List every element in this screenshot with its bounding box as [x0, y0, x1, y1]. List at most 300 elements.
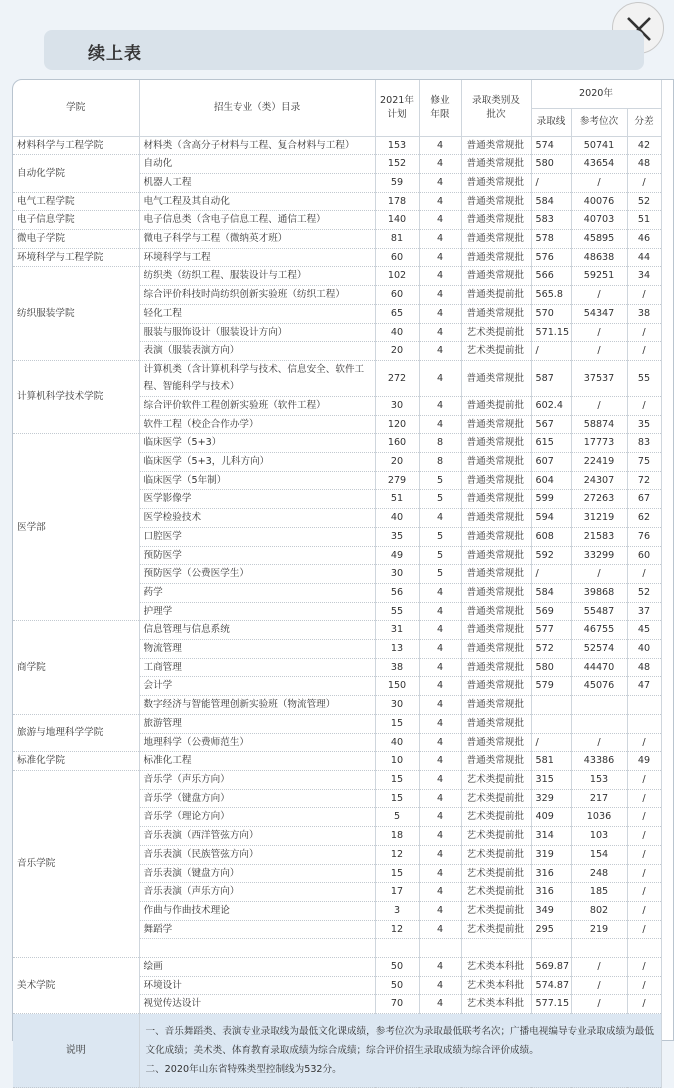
- line-cell: 566: [531, 267, 571, 286]
- header-plan: 2021年计划: [375, 80, 419, 136]
- major-cell: 综合评价科技时尚纺织创新实验班（纺织工程）: [139, 286, 375, 305]
- diff-cell: 72: [627, 471, 661, 490]
- admission-table-card: [12, 79, 674, 1076]
- line-cell: 607: [531, 453, 571, 472]
- batch-cell: 普通类常规批: [461, 602, 531, 621]
- major-cell: 护理学: [139, 602, 375, 621]
- rank-cell: 1036: [571, 808, 627, 827]
- major-cell: 环境设计: [139, 976, 375, 995]
- college-cell: 商学院: [13, 621, 139, 715]
- college-cell: 标准化学院: [13, 752, 139, 771]
- plan-cell: 272: [375, 360, 419, 396]
- plan-cell: 35: [375, 527, 419, 546]
- section-header: [44, 30, 644, 70]
- years-cell: 4: [419, 155, 461, 174]
- plan-cell: 12: [375, 845, 419, 864]
- major-cell: 计算机类（含计算机科学与技术、信息安全、软件工程、智能科学与技术）: [139, 360, 375, 396]
- major-cell: 舞蹈学: [139, 920, 375, 939]
- diff-cell: [627, 714, 661, 733]
- header-rank: 参考位次: [571, 108, 627, 136]
- years-cell: 4: [419, 827, 461, 846]
- rank-cell: /: [571, 342, 627, 361]
- plan-cell: 50: [375, 976, 419, 995]
- major-cell: 音乐表演（键盘方向）: [139, 864, 375, 883]
- years-cell: 4: [419, 304, 461, 323]
- plan-cell: 70: [375, 995, 419, 1014]
- rank-cell: 103: [571, 827, 627, 846]
- diff-cell: /: [627, 827, 661, 846]
- major-cell: 纺织类（纺织工程、服装设计与工程）: [139, 267, 375, 286]
- rank-cell: 154: [571, 845, 627, 864]
- plan-cell: 20: [375, 453, 419, 472]
- college-cell: 电气工程学院: [13, 192, 139, 211]
- major-cell: 自动化: [139, 155, 375, 174]
- diff-cell: /: [627, 958, 661, 977]
- plan-cell: 55: [375, 602, 419, 621]
- diff-cell: 38: [627, 304, 661, 323]
- college-cell: 医学部: [13, 434, 139, 621]
- line-cell: 581: [531, 752, 571, 771]
- table-row: [13, 714, 661, 733]
- rank-cell: 802: [571, 901, 627, 920]
- years-cell: 4: [419, 864, 461, 883]
- line-cell: 580: [531, 155, 571, 174]
- diff-cell: 60: [627, 546, 661, 565]
- major-cell: [139, 939, 375, 958]
- line-cell: [531, 696, 571, 715]
- plan-cell: 15: [375, 864, 419, 883]
- header-batch: 录取类别及批次: [461, 80, 531, 136]
- rank-cell: 43654: [571, 155, 627, 174]
- years-cell: 4: [419, 845, 461, 864]
- batch-cell: 艺术类提前批: [461, 827, 531, 846]
- line-cell: 295: [531, 920, 571, 939]
- years-cell: 4: [419, 342, 461, 361]
- major-cell: 临床医学（5+3）: [139, 434, 375, 453]
- table-row: [13, 230, 661, 249]
- header-years: 修业年限: [419, 80, 461, 136]
- diff-cell: 48: [627, 155, 661, 174]
- major-cell: 综合评价软件工程创新实验班（软件工程）: [139, 396, 375, 415]
- rank-cell: 33299: [571, 546, 627, 565]
- diff-cell: /: [627, 901, 661, 920]
- plan-cell: 40: [375, 733, 419, 752]
- major-cell: 音乐表演（声乐方向）: [139, 883, 375, 902]
- rank-cell: /: [571, 286, 627, 305]
- years-cell: 4: [419, 714, 461, 733]
- table-row: [13, 211, 661, 230]
- rank-cell: 44470: [571, 658, 627, 677]
- rank-cell: /: [571, 396, 627, 415]
- page-title: 续上表: [88, 44, 142, 64]
- batch-cell: 普通类常规批: [461, 136, 531, 155]
- line-cell: 574.87: [531, 976, 571, 995]
- rank-cell: /: [571, 976, 627, 995]
- batch-cell: 普通类常规批: [461, 677, 531, 696]
- major-cell: 工商管理: [139, 658, 375, 677]
- rank-cell: 45076: [571, 677, 627, 696]
- years-cell: 4: [419, 192, 461, 211]
- plan-cell: 81: [375, 230, 419, 249]
- plan-cell: 140: [375, 211, 419, 230]
- line-cell: 567: [531, 415, 571, 434]
- diff-cell: 40: [627, 640, 661, 659]
- plan-cell: 17: [375, 883, 419, 902]
- rank-cell: 217: [571, 789, 627, 808]
- line-cell: 604: [531, 471, 571, 490]
- major-cell: 环境科学与工程: [139, 248, 375, 267]
- line-cell: 572: [531, 640, 571, 659]
- plan-cell: 51: [375, 490, 419, 509]
- table-row: [13, 434, 661, 453]
- table-row: [13, 958, 661, 977]
- line-cell: /: [531, 342, 571, 361]
- plan-cell: 13: [375, 640, 419, 659]
- years-cell: 4: [419, 696, 461, 715]
- batch-cell: 普通类常规批: [461, 155, 531, 174]
- line-cell: 569.87: [531, 958, 571, 977]
- note-line-2: 二、2020年山东省特殊类型控制线为532分。: [145, 1064, 342, 1076]
- plan-cell: 15: [375, 714, 419, 733]
- batch-cell: 普通类常规批: [461, 752, 531, 771]
- diff-cell: /: [627, 396, 661, 415]
- batch-cell: 普通类常规批: [461, 658, 531, 677]
- years-cell: 4: [419, 920, 461, 939]
- rank-cell: 48638: [571, 248, 627, 267]
- batch-cell: 普通类常规批: [461, 621, 531, 640]
- rank-cell: 40703: [571, 211, 627, 230]
- major-cell: 音乐学（键盘方向）: [139, 789, 375, 808]
- diff-cell: /: [627, 173, 661, 192]
- major-cell: 音乐表演（西洋管弦方向）: [139, 827, 375, 846]
- batch-cell: 普通类常规批: [461, 267, 531, 286]
- years-cell: 5: [419, 527, 461, 546]
- plan-cell: 102: [375, 267, 419, 286]
- rank-cell: [571, 696, 627, 715]
- header-major: 招生专业（类）目录: [139, 80, 375, 136]
- table-row: [13, 267, 661, 286]
- years-cell: [419, 939, 461, 958]
- diff-cell: 34: [627, 267, 661, 286]
- major-cell: 微电子科学与工程（微纳英才班）: [139, 230, 375, 249]
- rank-cell: 22419: [571, 453, 627, 472]
- batch-cell: 普通类常规批: [461, 640, 531, 659]
- major-cell: 数字经济与智能管理创新实验班（物流管理）: [139, 696, 375, 715]
- major-cell: 医学检验技术: [139, 509, 375, 528]
- batch-cell: 艺术类本科批: [461, 995, 531, 1014]
- diff-cell: /: [627, 286, 661, 305]
- major-cell: 绘画: [139, 958, 375, 977]
- diff-cell: 83: [627, 434, 661, 453]
- diff-cell: 37: [627, 602, 661, 621]
- line-cell: 571.15: [531, 323, 571, 342]
- plan-cell: 5: [375, 808, 419, 827]
- plan-cell: 18: [375, 827, 419, 846]
- major-cell: 音乐表演（民族管弦方向）: [139, 845, 375, 864]
- line-cell: 329: [531, 789, 571, 808]
- batch-cell: 普通类常规批: [461, 434, 531, 453]
- line-cell: 615: [531, 434, 571, 453]
- years-cell: 4: [419, 752, 461, 771]
- batch-cell: 普通类提前批: [461, 396, 531, 415]
- diff-cell: 52: [627, 583, 661, 602]
- college-cell: 电子信息学院: [13, 211, 139, 230]
- years-cell: 8: [419, 434, 461, 453]
- rank-cell: 54347: [571, 304, 627, 323]
- college-cell: 材料科学与工程学院: [13, 136, 139, 155]
- years-cell: 5: [419, 546, 461, 565]
- diff-cell: 52: [627, 192, 661, 211]
- major-cell: 轻化工程: [139, 304, 375, 323]
- line-cell: 574: [531, 136, 571, 155]
- diff-cell: /: [627, 565, 661, 584]
- line-cell: 569: [531, 602, 571, 621]
- college-cell: 环境科学与工程学院: [13, 248, 139, 267]
- years-cell: 4: [419, 883, 461, 902]
- major-cell: 电子信息类（含电子信息工程、通信工程）: [139, 211, 375, 230]
- plan-cell: 65: [375, 304, 419, 323]
- plan-cell: 31: [375, 621, 419, 640]
- diff-cell: [627, 696, 661, 715]
- years-cell: 4: [419, 415, 461, 434]
- batch-cell: 普通类常规批: [461, 230, 531, 249]
- years-cell: 4: [419, 211, 461, 230]
- rank-cell: /: [571, 323, 627, 342]
- line-cell: 316: [531, 864, 571, 883]
- major-cell: 医学影像学: [139, 490, 375, 509]
- line-cell: 315: [531, 771, 571, 790]
- plan-cell: 178: [375, 192, 419, 211]
- major-cell: 临床医学（5年制）: [139, 471, 375, 490]
- major-cell: 旅游管理: [139, 714, 375, 733]
- rank-cell: 39868: [571, 583, 627, 602]
- major-cell: 会计学: [139, 677, 375, 696]
- line-cell: 319: [531, 845, 571, 864]
- years-cell: 4: [419, 602, 461, 621]
- rank-cell: 248: [571, 864, 627, 883]
- header-college: 学院: [13, 80, 139, 136]
- major-cell: 标准化工程: [139, 752, 375, 771]
- years-cell: 4: [419, 995, 461, 1014]
- rank-cell: 43386: [571, 752, 627, 771]
- diff-cell: 46: [627, 230, 661, 249]
- major-cell: 临床医学（5+3，儿科方向）: [139, 453, 375, 472]
- line-cell: 599: [531, 490, 571, 509]
- line-cell: [531, 939, 571, 958]
- line-cell: 587: [531, 360, 571, 396]
- table-row: [13, 192, 661, 211]
- batch-cell: 普通类常规批: [461, 453, 531, 472]
- college-cell: 微电子学院: [13, 230, 139, 249]
- major-cell: 预防医学: [139, 546, 375, 565]
- years-cell: 4: [419, 173, 461, 192]
- plan-cell: 38: [375, 658, 419, 677]
- plan-cell: 12: [375, 920, 419, 939]
- years-cell: 4: [419, 583, 461, 602]
- line-cell: /: [531, 733, 571, 752]
- diff-cell: /: [627, 808, 661, 827]
- batch-cell: 艺术类提前批: [461, 323, 531, 342]
- rank-cell: 185: [571, 883, 627, 902]
- line-cell: 565.8: [531, 286, 571, 305]
- rank-cell: /: [571, 958, 627, 977]
- batch-cell: 普通类常规批: [461, 248, 531, 267]
- diff-cell: 45: [627, 621, 661, 640]
- plan-cell: 20: [375, 342, 419, 361]
- rank-cell: 153: [571, 771, 627, 790]
- line-cell: 349: [531, 901, 571, 920]
- diff-cell: 42: [627, 136, 661, 155]
- college-cell: 自动化学院: [13, 155, 139, 192]
- rank-cell: 40076: [571, 192, 627, 211]
- batch-cell: 普通类常规批: [461, 509, 531, 528]
- header-line: 录取线: [531, 108, 571, 136]
- rank-cell: 55487: [571, 602, 627, 621]
- batch-cell: 艺术类提前批: [461, 771, 531, 790]
- table-row: [13, 771, 661, 790]
- batch-cell: 艺术类提前批: [461, 864, 531, 883]
- years-cell: 4: [419, 658, 461, 677]
- line-cell: 584: [531, 583, 571, 602]
- major-cell: 材料类（含高分子材料与工程、复合材料与工程）: [139, 136, 375, 155]
- major-cell: 视觉传达设计: [139, 995, 375, 1014]
- diff-cell: /: [627, 995, 661, 1014]
- rank-cell: [571, 714, 627, 733]
- batch-cell: 艺术类提前批: [461, 789, 531, 808]
- years-cell: 4: [419, 958, 461, 977]
- major-cell: 电气工程及其自动化: [139, 192, 375, 211]
- batch-cell: 艺术类提前批: [461, 920, 531, 939]
- batch-cell: 艺术类提前批: [461, 883, 531, 902]
- diff-cell: 67: [627, 490, 661, 509]
- years-cell: 4: [419, 771, 461, 790]
- batch-cell: 普通类常规批: [461, 211, 531, 230]
- diff-cell: 47: [627, 677, 661, 696]
- rank-cell: /: [571, 995, 627, 1014]
- notes-label: 说明: [13, 1014, 139, 1088]
- line-cell: 570: [531, 304, 571, 323]
- rank-cell: 21583: [571, 527, 627, 546]
- diff-cell: /: [627, 323, 661, 342]
- plan-cell: 152: [375, 155, 419, 174]
- plan-cell: 60: [375, 286, 419, 305]
- years-cell: 4: [419, 509, 461, 528]
- rank-cell: 27263: [571, 490, 627, 509]
- major-cell: 表演（服装表演方向）: [139, 342, 375, 361]
- plan-cell: [375, 939, 419, 958]
- batch-cell: 艺术类本科批: [461, 976, 531, 995]
- years-cell: 4: [419, 230, 461, 249]
- diff-cell: /: [627, 789, 661, 808]
- years-cell: 5: [419, 565, 461, 584]
- major-cell: 信息管理与信息系统: [139, 621, 375, 640]
- plan-cell: 3: [375, 901, 419, 920]
- rank-cell: /: [571, 733, 627, 752]
- line-cell: 409: [531, 808, 571, 827]
- rank-cell: 17773: [571, 434, 627, 453]
- diff-cell: /: [627, 733, 661, 752]
- header-diff: 分差: [627, 108, 661, 136]
- plan-cell: 30: [375, 696, 419, 715]
- diff-cell: 35: [627, 415, 661, 434]
- plan-cell: 15: [375, 789, 419, 808]
- years-cell: 5: [419, 471, 461, 490]
- table-row: [13, 360, 661, 396]
- line-cell: 579: [531, 677, 571, 696]
- major-cell: 作曲与作曲技术理论: [139, 901, 375, 920]
- plan-cell: 30: [375, 396, 419, 415]
- batch-cell: [461, 939, 531, 958]
- diff-cell: [627, 939, 661, 958]
- major-cell: 音乐学（理论方向）: [139, 808, 375, 827]
- batch-cell: 普通类常规批: [461, 192, 531, 211]
- rank-cell: 219: [571, 920, 627, 939]
- rank-cell: 31219: [571, 509, 627, 528]
- line-cell: [531, 714, 571, 733]
- years-cell: 4: [419, 286, 461, 305]
- rank-cell: 50741: [571, 136, 627, 155]
- diff-cell: 76: [627, 527, 661, 546]
- line-cell: 314: [531, 827, 571, 846]
- batch-cell: 普通类常规批: [461, 360, 531, 396]
- rank-cell: 59251: [571, 267, 627, 286]
- years-cell: 4: [419, 360, 461, 396]
- major-cell: 口腔医学: [139, 527, 375, 546]
- years-cell: 4: [419, 976, 461, 995]
- college-cell: 音乐学院: [13, 771, 139, 958]
- table-row: [13, 155, 661, 174]
- plan-cell: 15: [375, 771, 419, 790]
- diff-cell: /: [627, 771, 661, 790]
- plan-cell: 30: [375, 565, 419, 584]
- years-cell: 4: [419, 677, 461, 696]
- batch-cell: 普通类常规批: [461, 565, 531, 584]
- batch-cell: 普通类常规批: [461, 714, 531, 733]
- diff-cell: /: [627, 976, 661, 995]
- diff-cell: 48: [627, 658, 661, 677]
- line-cell: 578: [531, 230, 571, 249]
- rank-cell: 46755: [571, 621, 627, 640]
- line-cell: 583: [531, 211, 571, 230]
- major-cell: 药学: [139, 583, 375, 602]
- batch-cell: 普通类提前批: [461, 286, 531, 305]
- diff-cell: /: [627, 342, 661, 361]
- batch-cell: 艺术类提前批: [461, 342, 531, 361]
- batch-cell: 艺术类提前批: [461, 901, 531, 920]
- rank-cell: 45895: [571, 230, 627, 249]
- major-cell: 软件工程（校企合作办学）: [139, 415, 375, 434]
- years-cell: 4: [419, 136, 461, 155]
- rank-cell: /: [571, 173, 627, 192]
- rank-cell: 58874: [571, 415, 627, 434]
- batch-cell: 普通类常规批: [461, 490, 531, 509]
- plan-cell: 40: [375, 323, 419, 342]
- admission-table: [13, 80, 662, 1088]
- major-cell: 机器人工程: [139, 173, 375, 192]
- note-line-1: 一、音乐舞蹈类、表演专业录取线为最低文化课成绩，参考位次为录取最低联考名次；广播电视编导专业录取成绩为最低文化成绩；美术类、体育教育录取成绩为综合成绩；综合评价招生录取成绩为综合评价成绩。: [145, 1026, 654, 1057]
- college-cell: 旅游与地理科学学院: [13, 714, 139, 751]
- batch-cell: 普通类常规批: [461, 173, 531, 192]
- table-row: [13, 248, 661, 267]
- batch-cell: 普通类常规批: [461, 583, 531, 602]
- line-cell: /: [531, 565, 571, 584]
- rank-cell: [571, 939, 627, 958]
- batch-cell: 普通类常规批: [461, 471, 531, 490]
- diff-cell: 49: [627, 752, 661, 771]
- plan-cell: 49: [375, 546, 419, 565]
- line-cell: 602.4: [531, 396, 571, 415]
- college-cell: 纺织服装学院: [13, 267, 139, 361]
